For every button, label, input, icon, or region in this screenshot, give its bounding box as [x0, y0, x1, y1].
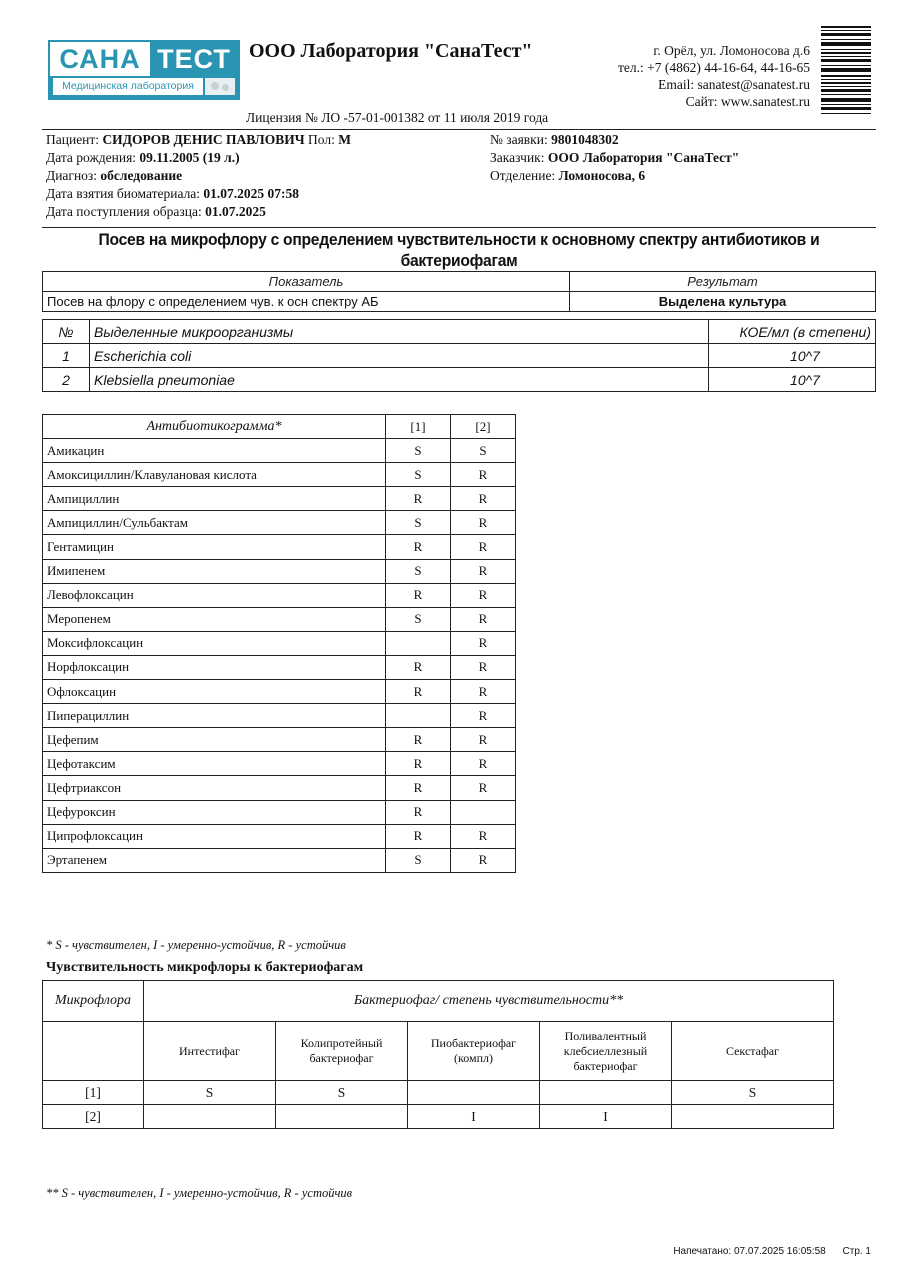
isolate-1-result: S	[386, 607, 451, 631]
isolate-2-result	[451, 800, 516, 824]
phage-result: S	[276, 1081, 408, 1105]
order-row	[490, 131, 739, 149]
phage-result	[672, 1105, 834, 1129]
phage-section-title: Чувствительность микрофлоры к бактериофагам	[46, 960, 364, 975]
patient-divider	[42, 227, 876, 228]
antibiotic-name: Офлоксацин	[43, 680, 386, 704]
table-row	[43, 368, 876, 392]
organisms-table	[42, 319, 876, 392]
isolate-1-result: S	[386, 848, 451, 872]
organism-num: 2	[43, 368, 90, 392]
logo-subtitle: Медицинская лаборатория	[53, 78, 203, 95]
antibiotic-name: Эртапенем	[43, 848, 386, 872]
antibiotic-name: Амоксициллин/Клавулановая кислота	[43, 463, 386, 487]
phage-names-row	[43, 1022, 834, 1081]
isolate-1-result: R	[386, 535, 451, 559]
dob-value: 09.11.2005 (19 л.)	[139, 150, 240, 165]
isolate-1-result: R	[386, 487, 451, 511]
antibiotic-name: Пиперациллин	[43, 704, 386, 728]
license-text: Лицензия № ЛО -57-01-001382 от 11 июля 2019 года	[246, 110, 549, 125]
antibiotic-name: Ампициллин	[43, 487, 386, 511]
patient-info-left	[46, 131, 351, 221]
phage-name: Секстафаг	[672, 1022, 834, 1081]
antibiotic-name: Имипенем	[43, 559, 386, 583]
result-table	[42, 271, 876, 312]
organisms-table-header	[43, 320, 876, 344]
isolate-2-result: R	[451, 824, 516, 848]
table-row	[43, 704, 516, 728]
isolate-label: [1]	[43, 1081, 144, 1105]
department-label: Отделение:	[490, 168, 556, 183]
table-row	[43, 776, 516, 800]
antibiotic-name: Левофлоксацин	[43, 583, 386, 607]
phage-table	[42, 980, 834, 1129]
header-isolate-2: [2]	[451, 415, 516, 439]
dob-label: Дата рождения:	[46, 150, 137, 165]
phage-result	[276, 1105, 408, 1129]
organism-name: Klebsiella pneumoniae	[90, 368, 709, 392]
isolate-1-result: R	[386, 680, 451, 704]
phage-result	[144, 1105, 276, 1129]
department-row	[490, 167, 739, 185]
phage-result: I	[408, 1105, 540, 1129]
table-row	[43, 344, 876, 368]
barcode-icon	[821, 26, 871, 120]
organism-num: 1	[43, 344, 90, 368]
table-row	[43, 559, 516, 583]
phage-name: Поливалентный клебсиеллезный бактериофаг	[540, 1022, 672, 1081]
organism-cfu: 10^7	[709, 368, 876, 392]
sample-received-value: 01.07.2025	[205, 204, 266, 219]
customer-label: Заказчик:	[490, 150, 545, 165]
antibiotic-name: Ампициллин/Сульбактам	[43, 511, 386, 535]
logo-word-sana: САНА	[50, 42, 150, 76]
antibiotic-name: Гентамицин	[43, 535, 386, 559]
table-row	[43, 631, 516, 655]
header-isolate-1: [1]	[386, 415, 451, 439]
print-info	[673, 1246, 871, 1257]
page-number: Стр. 1	[842, 1246, 871, 1257]
phage-name: Пиобактериофаг (компл)	[408, 1022, 540, 1081]
sample-received-row	[46, 203, 351, 221]
isolate-1-result: S	[386, 463, 451, 487]
molecule-icon	[205, 78, 235, 95]
customer-value: ООО Лаборатория "СанаТест"	[547, 150, 740, 165]
table-row	[43, 511, 516, 535]
antibiotic-name: Амикацин	[43, 439, 386, 463]
phage-result: I	[540, 1105, 672, 1129]
table-row	[43, 680, 516, 704]
table-row	[43, 824, 516, 848]
document-title: Посев на микрофлору с определением чувствительности к основному спектру антибиотиков и бактериофагам	[98, 230, 820, 270]
table-row	[43, 1081, 834, 1105]
phage-footnote: ** S - чувствителен, I - умеренно-устойчив, R - устойчив	[46, 1186, 353, 1200]
phage-name: Колипротейный бактериофаг	[276, 1022, 408, 1081]
antibiogram-footnote: * S - чувствителен, I - умеренно-устойчив, R - устойчив	[46, 938, 346, 952]
header-microflora: Микрофлора	[43, 981, 144, 1022]
diagnosis-label: Диагноз:	[46, 168, 98, 183]
header-num: №	[43, 320, 90, 344]
logo-word-test: ТЕСТ	[150, 42, 238, 76]
table-row	[43, 583, 516, 607]
patient-info-right	[490, 131, 739, 185]
antibiotic-name: Моксифлоксацин	[43, 631, 386, 655]
department-value: Ломоносова, 6	[558, 168, 646, 183]
order-label: № заявки:	[490, 132, 548, 147]
isolate-1-result: R	[386, 728, 451, 752]
antibiotic-name: Цефепим	[43, 728, 386, 752]
isolate-1-result: S	[386, 559, 451, 583]
table-row	[43, 535, 516, 559]
email: Email: sanatest@sanatest.ru	[658, 77, 810, 92]
isolate-1-result: S	[386, 439, 451, 463]
patient-sex: М	[338, 132, 351, 147]
isolate-1-result	[386, 631, 451, 655]
patient-label: Пациент:	[46, 132, 100, 147]
table-row	[43, 487, 516, 511]
isolate-2-result: S	[451, 439, 516, 463]
antibiogram-header	[43, 415, 516, 439]
table-row	[43, 752, 516, 776]
antibiotic-name: Меропенем	[43, 607, 386, 631]
table-row	[43, 728, 516, 752]
lab-name: ООО Лаборатория "СанаТест"	[249, 40, 533, 62]
isolate-1-result	[386, 704, 451, 728]
order-number: 9801048302	[551, 132, 619, 147]
sex-label: Пол:	[308, 132, 335, 147]
sample-taken-value: 01.07.2025 07:58	[203, 186, 300, 201]
phage-result	[408, 1081, 540, 1105]
table-row	[43, 800, 516, 824]
dob-row	[46, 149, 351, 167]
header-cfu: КОЕ/мл (в степени)	[709, 320, 876, 344]
isolate-1-result: R	[386, 655, 451, 679]
isolate-1-result: R	[386, 583, 451, 607]
table-row	[43, 848, 516, 872]
phage-result: S	[144, 1081, 276, 1105]
isolate-1-result: R	[386, 824, 451, 848]
table-row	[43, 607, 516, 631]
phage-result	[540, 1081, 672, 1105]
antibiotic-name: Ципрофлоксацин	[43, 824, 386, 848]
header-result: Результат	[570, 272, 876, 292]
diagnosis-row	[46, 167, 351, 185]
empty-cell	[43, 1022, 144, 1081]
table-row	[43, 292, 876, 312]
isolate-2-result: R	[451, 752, 516, 776]
patient-row	[46, 131, 351, 149]
result-cell: Выделена культура	[570, 292, 876, 312]
antibiotic-name: Цефотаксим	[43, 752, 386, 776]
header-organisms: Выделенные микроорганизмы	[90, 320, 709, 344]
phone: тел.: +7 (4862) 44-16-64, 44-16-65	[618, 60, 810, 75]
contacts-block	[618, 42, 810, 110]
isolate-1-result: S	[386, 511, 451, 535]
isolate-2-result: R	[451, 631, 516, 655]
isolate-2-result: R	[451, 583, 516, 607]
table-row	[43, 439, 516, 463]
header-antibiogram: Антибиотикограмма*	[43, 415, 386, 439]
organism-cfu: 10^7	[709, 344, 876, 368]
address: г. Орёл, ул. Ломоносова д.6	[653, 43, 810, 58]
isolate-2-result: R	[451, 655, 516, 679]
isolate-2-result: R	[451, 680, 516, 704]
patient-name: СИДОРОВ ДЕНИС ПАВЛОВИЧ	[102, 132, 305, 147]
isolate-1-result: R	[386, 752, 451, 776]
sample-taken-label: Дата взятия биоматериала:	[46, 186, 201, 201]
isolate-2-result: R	[451, 848, 516, 872]
isolate-1-result: R	[386, 800, 451, 824]
table-row	[43, 1105, 834, 1129]
isolate-2-result: R	[451, 487, 516, 511]
company-logo	[48, 40, 240, 100]
header-phage-group: Бактериофаг/ степень чувствительности**	[144, 981, 834, 1022]
antibiotic-name: Цефуроксин	[43, 800, 386, 824]
table-row	[43, 463, 516, 487]
phage-table-header	[43, 981, 834, 1022]
isolate-2-result: R	[451, 704, 516, 728]
isolate-2-result: R	[451, 559, 516, 583]
result-table-header	[43, 272, 876, 292]
antibiotic-name: Цефтриаксон	[43, 776, 386, 800]
isolate-2-result: R	[451, 463, 516, 487]
sample-taken-row	[46, 185, 351, 203]
isolate-2-result: R	[451, 728, 516, 752]
printed-timestamp: Напечатано: 07.07.2025 16:05:58	[673, 1246, 826, 1257]
phage-name: Интестифаг	[144, 1022, 276, 1081]
antibiotic-name: Норфлоксацин	[43, 655, 386, 679]
isolate-label: [2]	[43, 1105, 144, 1129]
table-row	[43, 655, 516, 679]
header-indicator: Показатель	[43, 272, 570, 292]
isolate-2-result: R	[451, 535, 516, 559]
website: Сайт: www.sanatest.ru	[685, 94, 810, 109]
diagnosis-value: обследование	[100, 168, 183, 183]
isolate-1-result: R	[386, 776, 451, 800]
sample-received-label: Дата поступления образца:	[46, 204, 202, 219]
customer-row	[490, 149, 739, 167]
isolate-2-result: R	[451, 776, 516, 800]
isolate-2-result: R	[451, 607, 516, 631]
phage-result: S	[672, 1081, 834, 1105]
antibiogram-table	[42, 414, 516, 873]
organism-name: Escherichia coli	[90, 344, 709, 368]
header-divider	[42, 129, 876, 130]
isolate-2-result: R	[451, 511, 516, 535]
indicator-cell: Посев на флору с определением чув. к осн спектру АБ	[43, 292, 570, 312]
